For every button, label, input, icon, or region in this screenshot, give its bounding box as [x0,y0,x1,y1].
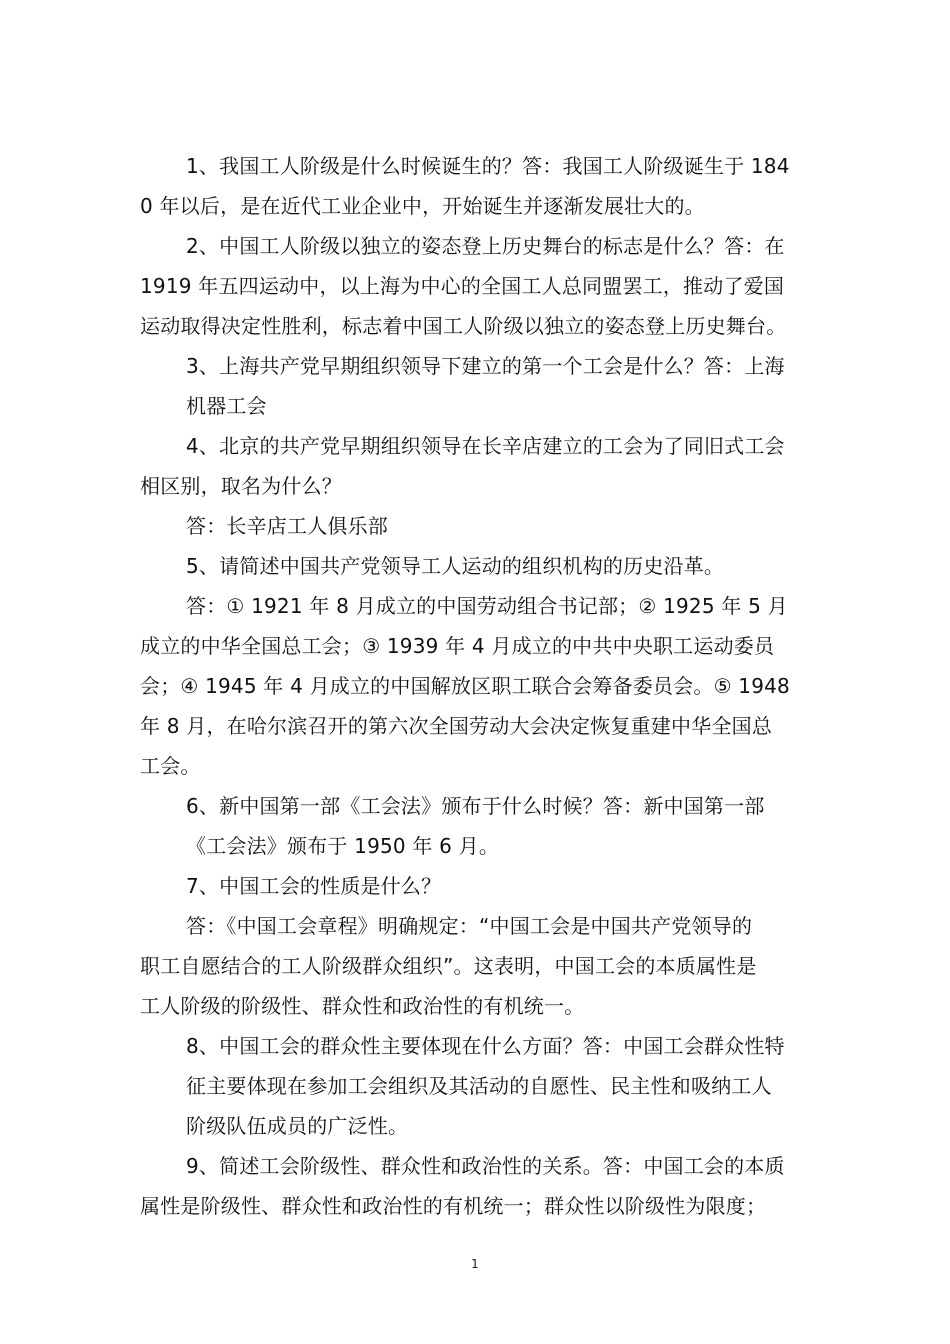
text-line: 6、新中国第一部《工会法》颁布于什么时候？答：新中国第一部 [186,794,765,818]
text-line: 1919 年五四运动中，以上海为中心的全国工人总同盟罢工，推动了爱国 [140,274,785,298]
text-line: 8、中国工会的群众性主要体现在什么方面？答：中国工会群众性特 [186,1034,785,1058]
text-line: 5、请简述中国共产党领导工人运动的组织机构的历史沿革。 [186,554,725,578]
text-line: 4、北京的共产党早期组织领导在长辛店建立的工会为了同旧式工会 [186,434,785,458]
text-line: 0 年以后，是在近代工业企业中，开始诞生并逐渐发展壮大的。 [140,194,705,218]
text-line: 机器工会 [186,394,267,418]
text-line: 征主要体现在参加工会组织及其活动的自愿性、民主性和吸纳工人 [186,1074,772,1098]
text-line: 工人阶级的阶级性、群众性和政治性的有机统一。 [140,994,585,1018]
text-line: 9、简述工会阶级性、群众性和政治性的关系。答：中国工会的本质 [186,1154,785,1178]
text-line: 7、中国工会的性质是什么？ [186,874,442,898]
text-line: 答：① 1921 年 8 月成立的中国劳动组合书记部；② 1925 年 5 月 [186,594,788,618]
text-line: 运动取得决定性胜利，标志着中国工人阶级以独立的姿态登上历史舞台。 [140,314,787,338]
text-line: 职工自愿结合的工人阶级群众组织”。这表明，中国工会的本质属性是 [140,954,757,978]
text-line: 3、上海共产党早期组织领导下建立的第一个工会是什么？答：上海 [186,354,785,378]
text-line: 1、我国工人阶级是什么时候诞生的？答：我国工人阶级诞生于 184 [186,154,790,178]
text-line: 相区别，取名为什么？ [140,474,342,498]
text-line: 会；④ 1945 年 4 月成立的中国解放区职工联合会筹备委员会。⑤ 1948 [140,674,790,698]
text-line: 答：《中国工会章程》明确规定：“中国工会是中国共产党领导的 [186,914,753,938]
text-line: 年 8 月，在哈尔滨召开的第六次全国劳动大会决定恢复重建中华全国总 [140,714,773,738]
text-line: 属性是阶级性、群众性和政治性的有机统一；群众性以阶级性为限度； [140,1194,767,1218]
text-line: 工会。 [140,754,201,778]
text-line: 《工会法》颁布于 1950 年 6 月。 [186,834,500,858]
text-line: 阶级队伍成员的广泛性。 [186,1114,409,1138]
text-line: 2、中国工人阶级以独立的姿态登上历史舞台的标志是什么？答：在 [186,234,785,258]
text-line: 成立的中华全国总工会；③ 1939 年 4 月成立的中共中央职工运动委员 [140,634,775,658]
text-line: 答：长辛店工人俱乐部 [186,514,388,538]
page-number: 1 [471,1257,479,1271]
